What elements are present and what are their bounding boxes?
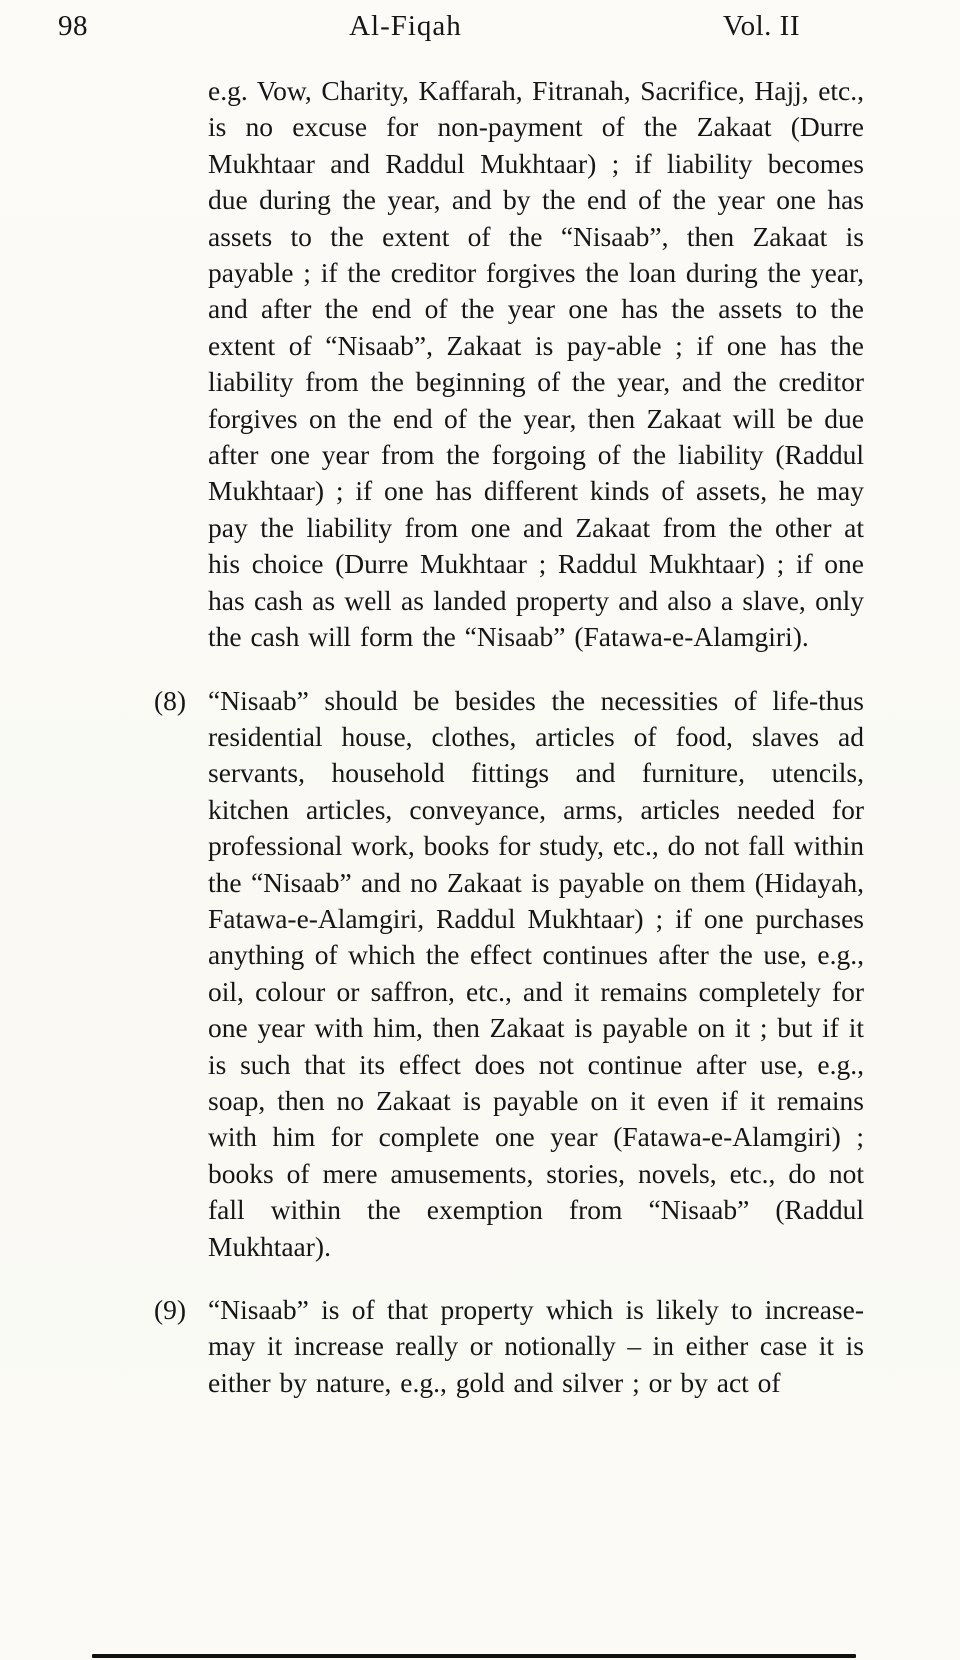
volume-label: Vol. II <box>722 10 800 42</box>
paragraph-text: “Nisaab” is of that property which is likely to increase- may it increase really or notionally – in either case it is either by nature, e.g., gold and silver ; or by act of <box>208 1294 864 1398</box>
book-title: Al-Fiqah <box>349 10 462 42</box>
paragraph-continuation <box>208 73 864 656</box>
paragraph-text: “Nisaab” should be besides the necessities of life-thus residential house, clothes, articles of food, slaves ad servants, household fittings and furniture, utencils, kitchen articles, conveyance, arms, articles needed for professional work, books for study, etc., do not fall within the “Nisaab” and no Zakaat is payable on them (Hidayah, Fatawa-e-Alamgiri, Raddul Mukhtaar) ; if one purchases anything of which the effect continues after the use, e.g., oil, colour or saffron, etc., and it remains completely for one year with him, then Zakaat is payable on it ; but if it is such that its effect does not continue after use, e.g., soap, then no Zakaat is payable on it even if it remains with him for complete one year (Fatawa-e-Alamgiri) ; books of mere amusements, stories, novels, etc., do not fall within the exemption from “Nisaab” (Raddul Mukhtaar). <box>208 684 864 1262</box>
page-body <box>154 73 864 1401</box>
paragraph-9 <box>154 1292 864 1401</box>
paragraph-marker: (8) <box>154 684 187 716</box>
paragraph-text: e.g. Vow, Charity, Kaffarah, Fitranah, Sacrifice, Hajj, etc., is no excuse for non-payment of the Zakaat (Durre Mukhtaar and Raddul Mukhtaar) ; if liability becomes due during the year, and by the end of the year one has assets to the extent of the “Nisaab”, then Zakaat is payable ; if the creditor forgives the loan during the year, and after the end of the year one has the assets to the extent of “Nisaab”, Zakaat is pay-able ; if one has the liability from the beginning of the year, and the creditor forgives on the end of the year, then Zakaat will be due after one year from the forgoing of the liability (Raddul Mukhtaar) ; if one has different kinds of assets, he may pay the liability from one and Zakaat from the other at his choice (Durre Mukhtaar ; Raddul Mukhtaar) ; if one has cash as well as landed property and also a slave, only the cash will form the “Nisaab” (Fatawa-e-Alamgiri). <box>208 75 864 653</box>
paragraph-marker: (9) <box>154 1294 187 1325</box>
paragraph-8 <box>154 683 864 1266</box>
page-bottom-edge <box>92 1654 856 1658</box>
page-number: 98 <box>58 10 88 42</box>
page-header <box>0 0 960 43</box>
